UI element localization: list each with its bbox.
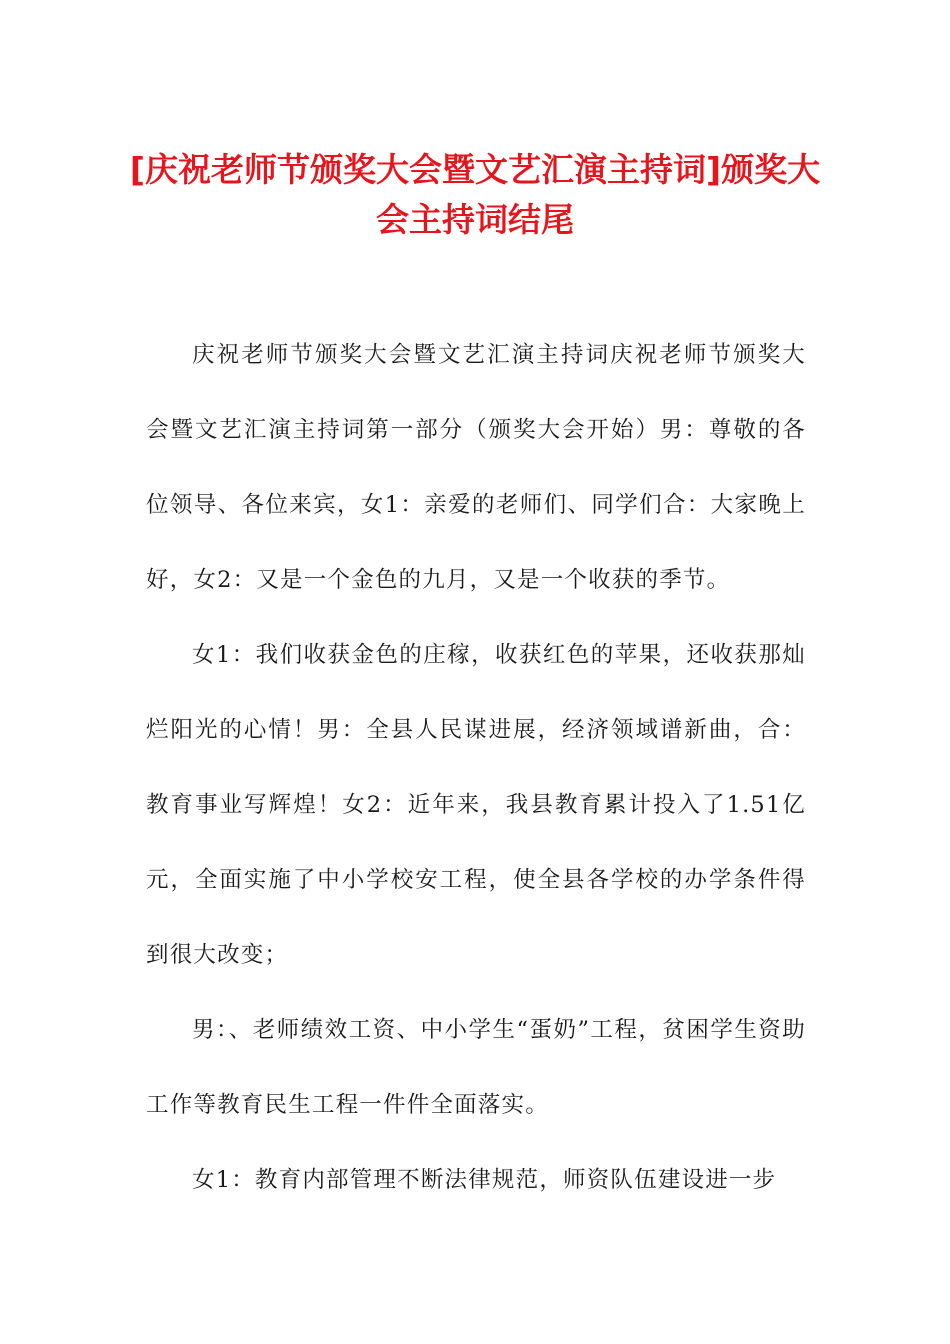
document-title: [庆祝老师节颁奖大会暨文艺汇演主持词]颁奖大会主持词结尾 [129,150,821,239]
paragraph: 庆祝老师节颁奖大会暨文艺汇演主持词庆祝老师节颁奖大会暨文艺汇演主持词第一部分（颁奖大会开始）男：尊敬的各位领导、各位来宾，女1：亲爱的老师们、同学们合：大家晚上好，女2：又是一个金色的九月，又是一个收获的季节。 [146,342,806,593]
paragraph: 男：、老师绩效工资、中小学生“蛋奶”工程，贫困学生资助工作等教育民生工程一件件全面落实。 [146,1017,806,1118]
paragraph: 女1：教育内部管理不断法律规范，师资队伍建设进一步 [192,1167,777,1193]
document-body [146,318,806,1218]
paragraph: 女1：我们收获金色的庄稼，收获红色的苹果，还收获那灿烂阳光的心情！男：全县人民谋进展，经济领域谱新曲，合：教育事业写辉煌！女2：近年来，我县教育累计投入了1.51亿元，全面实施了中小学校安工程，使全县各学校的办学条件得到很大改变； [146,642,806,968]
